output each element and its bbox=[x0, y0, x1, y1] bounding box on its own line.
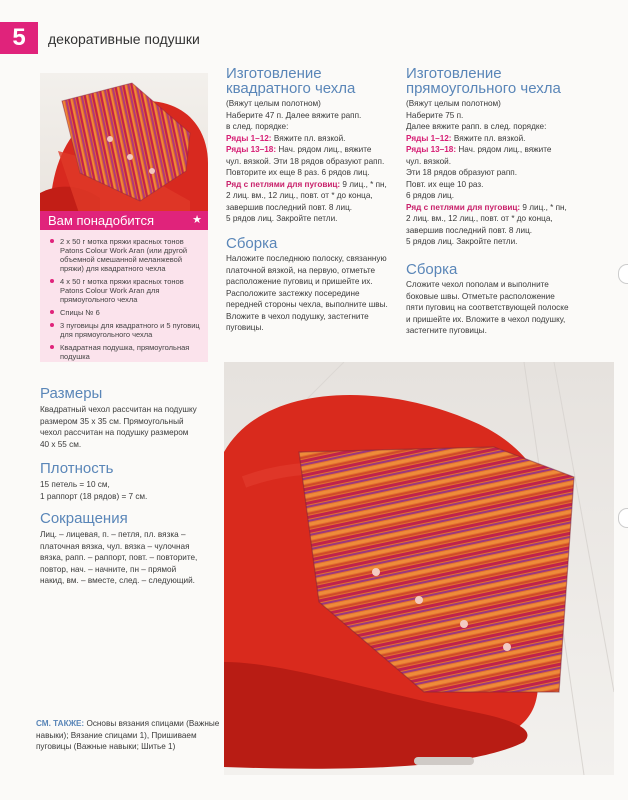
needed-item: 2 х 50 г мотка пряжи красных тонов Patons Colour Work Aran (или другой объемной смешанной меланжевой пряжи) для квадратного чехла bbox=[50, 237, 202, 273]
rect-line: 6 рядов лиц. bbox=[406, 191, 454, 200]
density-line: 15 петель = 10 см, bbox=[40, 480, 110, 489]
density-title: Плотность bbox=[40, 460, 114, 477]
rect-line: чул. вязкой. bbox=[406, 156, 452, 166]
abbreviations-text bbox=[40, 529, 222, 587]
square-line: Наберите 47 п. Далее вяжите рапп. bbox=[226, 110, 362, 120]
needed-list bbox=[40, 230, 208, 361]
square-line: 5 рядов лиц. Закройте петли. bbox=[226, 214, 338, 223]
square-line: чул. вязкой. Эти 18 рядов образуют рапп. bbox=[226, 156, 385, 166]
square-line: 2 лиц. вм., 12 лиц., повт. от * до конца, bbox=[226, 191, 373, 200]
square-line: завершив последний повт. 8 лиц. bbox=[226, 202, 353, 212]
rect-cover-section bbox=[406, 66, 606, 248]
square-instructions bbox=[226, 98, 406, 225]
rect-assembly-section bbox=[406, 262, 606, 337]
rect-title-line2: прямоугольного чехла bbox=[406, 80, 561, 97]
see-also-text: Основы вязания спицами (Важные навыки); Вязание спицами 1), Пришиваем пуговицы (Важные навыки; Шитье 1) bbox=[36, 719, 220, 751]
square-assembly-line: Вложите в чехол подушку, застегните bbox=[226, 311, 369, 321]
square-title-line1: Изготовление bbox=[226, 65, 322, 82]
square-pillow-photo bbox=[40, 73, 208, 216]
rect-line: Далее вяжите рапп. в след. порядке: bbox=[406, 122, 547, 131]
sizes-line: 40 х 55 см. bbox=[40, 439, 82, 449]
sizes-line: Квадратный чехол рассчитан на подушку bbox=[40, 405, 197, 414]
needed-item: 4 х 50 г мотка пряжи красных тонов Patons Colour Work Aran для прямоугольного чехла bbox=[50, 277, 202, 304]
star-icon: ★ bbox=[192, 214, 202, 226]
rect-line: Наберите 75 п. bbox=[406, 110, 464, 120]
sizes-line: размером 35 х 35 см. Прямоугольный bbox=[40, 416, 184, 426]
abbr-line: повтор, нач. – начните, пн – прямой bbox=[40, 564, 177, 574]
square-assembly-line: расположение пуговиц и пришейте их. bbox=[226, 277, 373, 286]
rect-assembly-line: Сложите чехол пополам и выполните bbox=[406, 280, 549, 289]
square-row-13-18: Ряды 13–18: Нач. рядом лиц., вяжите bbox=[226, 145, 372, 154]
rect-assembly-line: боковые швы. Отметьте расположение bbox=[406, 291, 555, 301]
square-line: в след. порядке: bbox=[226, 122, 289, 131]
sizes-title: Размеры bbox=[40, 385, 103, 402]
rect-line: завершив последний повт. 8 лиц. bbox=[406, 225, 533, 235]
abbr-line: платочная вязка, чул. вязка – чулочная bbox=[40, 541, 190, 551]
page-number: 5 bbox=[0, 22, 38, 54]
sizes-section bbox=[40, 386, 220, 450]
density-section bbox=[40, 461, 220, 502]
rect-row-1-12: Ряды 1–12: Вяжите пл. вязкой. bbox=[406, 133, 526, 143]
rect-assembly-line: застегните пуговицы. bbox=[406, 326, 487, 335]
needed-title: Вам понадобится bbox=[48, 213, 154, 228]
square-line: (Вяжут целым полотном) bbox=[226, 99, 321, 108]
rect-line: (Вяжут целым полотном) bbox=[406, 99, 501, 108]
sizes-line: чехол рассчитан на подушку размером bbox=[40, 428, 189, 437]
rect-line: Эти 18 рядов образуют рапп. bbox=[406, 168, 517, 177]
rect-assembly-text bbox=[406, 279, 606, 337]
rect-buttonhole-row: Ряд с петлями для пуговиц: 9 лиц., * пн, bbox=[406, 202, 567, 212]
abbr-line: накид, вм. – вместе, след. – следующий. bbox=[40, 576, 195, 585]
binder-hole-top bbox=[618, 264, 628, 284]
rect-assembly-line: и пришейте их. Вложите в чехол подушку, bbox=[406, 314, 566, 324]
rect-row-13-18: Ряды 13–18: Нач. рядом лиц., вяжите bbox=[406, 145, 552, 154]
see-also-lead: СМ. ТАКЖЕ: bbox=[36, 719, 85, 728]
abbreviations-section bbox=[40, 511, 222, 587]
square-assembly-section bbox=[226, 236, 406, 334]
rect-line: 5 рядов лиц. Закройте петли. bbox=[406, 237, 518, 246]
see-also bbox=[36, 718, 224, 753]
density-text bbox=[40, 479, 220, 502]
rect-assembly-line: пяти пуговиц на соответствующей полоске bbox=[406, 303, 569, 312]
abbreviations-title: Сокращения bbox=[40, 510, 128, 527]
square-assembly-line: пуговицы. bbox=[226, 323, 264, 332]
square-title-line2: квадратного чехла bbox=[226, 80, 356, 97]
square-assembly-text bbox=[226, 253, 406, 334]
square-assembly-title: Сборка bbox=[226, 235, 278, 252]
sizes-text bbox=[40, 404, 220, 450]
rect-title-line1: Изготовление bbox=[406, 65, 502, 82]
rect-instructions bbox=[406, 98, 606, 248]
square-cover-section bbox=[226, 66, 406, 225]
square-assembly-line: платочной вязкой, на первую, отметьте bbox=[226, 265, 376, 275]
square-assembly-line: Наложите последнюю полоску, связанную bbox=[226, 254, 387, 263]
rect-pillow-photo bbox=[224, 362, 614, 775]
needed-box bbox=[40, 230, 208, 362]
square-row-1-12: Ряды 1–12: Вяжите пл. вязкой. bbox=[226, 133, 346, 143]
needed-header bbox=[40, 211, 208, 230]
section-title: декоративные подушки bbox=[48, 31, 200, 47]
square-assembly-line: передней стороны чехла, выполните швы. bbox=[226, 300, 388, 309]
square-assembly-line: Расположите застежку посередине bbox=[226, 288, 360, 298]
abbr-line: Лиц. – лицевая, п. – петля, пл. вязка – bbox=[40, 530, 186, 539]
binder-hole-bottom bbox=[618, 508, 628, 528]
needed-item: Спицы № 6 bbox=[50, 308, 202, 317]
square-line: Повторите их еще 8 раз. 6 рядов лиц. bbox=[226, 168, 370, 177]
needed-item: Квадратная подушка, прямоугольная подушка bbox=[50, 343, 202, 361]
rect-line: 2 лиц. вм., 12 лиц., повт. от * до конца, bbox=[406, 214, 553, 223]
rect-line: Повт. их еще 10 раз. bbox=[406, 179, 484, 189]
square-buttonhole-row: Ряд с петлями для пуговиц: 9 лиц., * пн, bbox=[226, 179, 387, 189]
abbr-line: вязка, рапп. – раппорт, повт. – повторите, bbox=[40, 553, 198, 562]
needed-item: 3 пуговицы для квадратного и 5 пуговиц для прямоугольного чехла bbox=[50, 321, 202, 339]
rect-assembly-title: Сборка bbox=[406, 261, 458, 278]
density-line: 1 раппорт (18 рядов) = 7 см. bbox=[40, 491, 148, 501]
